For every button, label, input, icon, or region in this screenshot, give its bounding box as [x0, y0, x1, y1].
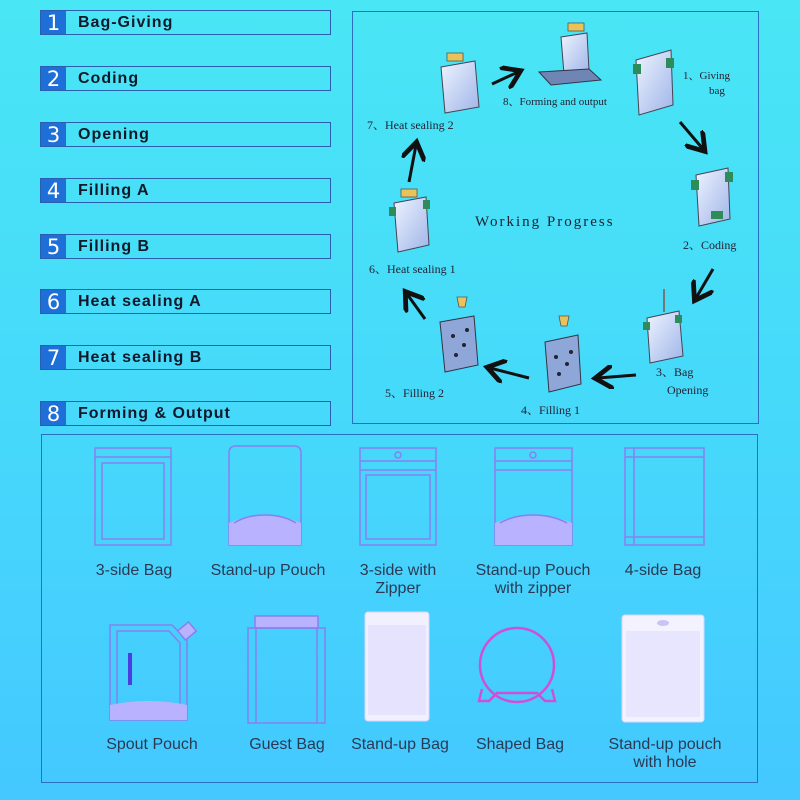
caption-line: Stand-up pouch	[608, 736, 722, 753]
caption-line: Stand-up Bag	[351, 736, 449, 753]
stage-bag-opening	[643, 289, 708, 397]
step-label: Heat sealing A	[78, 293, 202, 310]
stage-filling-2	[385, 297, 478, 400]
stage-1-label: 1、Giving	[683, 70, 731, 82]
bag-types-panel	[41, 434, 758, 783]
stage-heat-sealing-1	[369, 189, 456, 276]
step-number: 1	[41, 11, 66, 34]
bag-type-caption	[222, 736, 352, 754]
step-number: 6	[41, 290, 66, 313]
step-4	[40, 178, 331, 203]
four-side-bag-icon	[625, 448, 704, 545]
arrow-7-8	[492, 72, 518, 84]
stage-filling-1	[521, 316, 581, 417]
step-number: 5	[41, 235, 66, 258]
bag-type-caption	[338, 736, 462, 754]
caption-line: Guest Bag	[249, 736, 325, 753]
bag-type-caption	[460, 736, 580, 754]
spout-pouch-icon	[110, 622, 196, 720]
step-7	[40, 345, 331, 370]
caption-line: 3-side with	[359, 562, 437, 579]
step-6	[40, 289, 331, 314]
step-number: 2	[41, 67, 66, 90]
stage-2-label: 2、Coding	[683, 238, 737, 252]
bag-type-caption	[338, 562, 458, 598]
guest-bag-icon	[248, 616, 325, 723]
caption-line: Spout Pouch	[106, 736, 198, 753]
caption-line: Zipper	[375, 580, 421, 597]
stage-1-label-2: bag	[709, 85, 725, 97]
stage-3-label: 3、Bag	[656, 365, 694, 379]
step-label: Coding	[78, 70, 140, 87]
stand-up-pouch-zipper-icon	[495, 448, 572, 545]
caption-line: Stand-up Pouch	[475, 562, 591, 579]
three-side-zipper-bag-icon	[360, 448, 436, 545]
stand-up-bag-icon	[365, 612, 429, 721]
step-5	[40, 234, 331, 259]
bag-type-caption	[74, 562, 194, 580]
step-number: 3	[41, 123, 66, 146]
step-number: 7	[41, 346, 66, 369]
stage-4-label: 4、Filling 1	[521, 403, 581, 417]
working-progress-panel	[352, 11, 759, 424]
step-number: 8	[41, 402, 66, 425]
arrow-3-4	[598, 375, 636, 378]
stage-coding	[683, 168, 736, 252]
process-diagram	[353, 12, 758, 423]
bag-type-caption	[87, 736, 217, 754]
stage-giving-bag	[633, 50, 731, 115]
step-label: Heat sealing B	[78, 349, 203, 366]
arrow-4-5	[490, 368, 529, 378]
arrow-5-6	[407, 294, 425, 319]
step-label: Bag-Giving	[78, 14, 174, 31]
bag-type-caption	[458, 562, 608, 598]
step-1	[40, 10, 331, 35]
caption-line: 4-side Bag	[624, 562, 702, 579]
step-number: 4	[41, 179, 66, 202]
stage-heat-sealing-2	[367, 53, 479, 132]
caption-line: Stand-up Pouch	[210, 562, 326, 579]
bag-type-caption	[590, 736, 740, 772]
stage-5-label: 5、Filling 2	[385, 386, 445, 400]
arrow-1-2	[680, 122, 703, 149]
shaped-bag-icon	[479, 628, 555, 702]
stage-forming-output	[503, 23, 607, 108]
arrow-6-7	[409, 145, 416, 182]
bag-illustrations	[42, 435, 757, 782]
stage-8-label: 8、Forming and output	[503, 96, 607, 108]
caption-line: 3-side Bag	[95, 562, 173, 579]
stage-3-label-2: Opening	[667, 383, 709, 397]
caption-line: with hole	[633, 754, 697, 771]
step-label: Opening	[78, 126, 150, 143]
step-2	[40, 66, 331, 91]
step-8	[40, 401, 331, 426]
caption-line: with zipper	[494, 580, 572, 597]
three-side-bag-icon	[95, 448, 171, 545]
diagram-title: Working Progress	[475, 214, 615, 230]
bag-type-caption	[198, 562, 338, 580]
stand-up-pouch-icon	[229, 446, 301, 545]
stage-7-label: 7、Heat sealing 2	[367, 118, 454, 132]
step-label: Filling A	[78, 182, 150, 199]
caption-line: Shaped Bag	[475, 736, 565, 753]
stage-6-label: 6、Heat sealing 1	[369, 262, 456, 276]
step-label: Filling B	[78, 238, 151, 255]
bag-type-caption	[608, 562, 718, 580]
stand-up-pouch-hole-icon	[622, 615, 704, 722]
arrow-2-3	[696, 269, 713, 298]
step-label: Forming & Output	[78, 405, 231, 422]
step-3	[40, 122, 331, 147]
